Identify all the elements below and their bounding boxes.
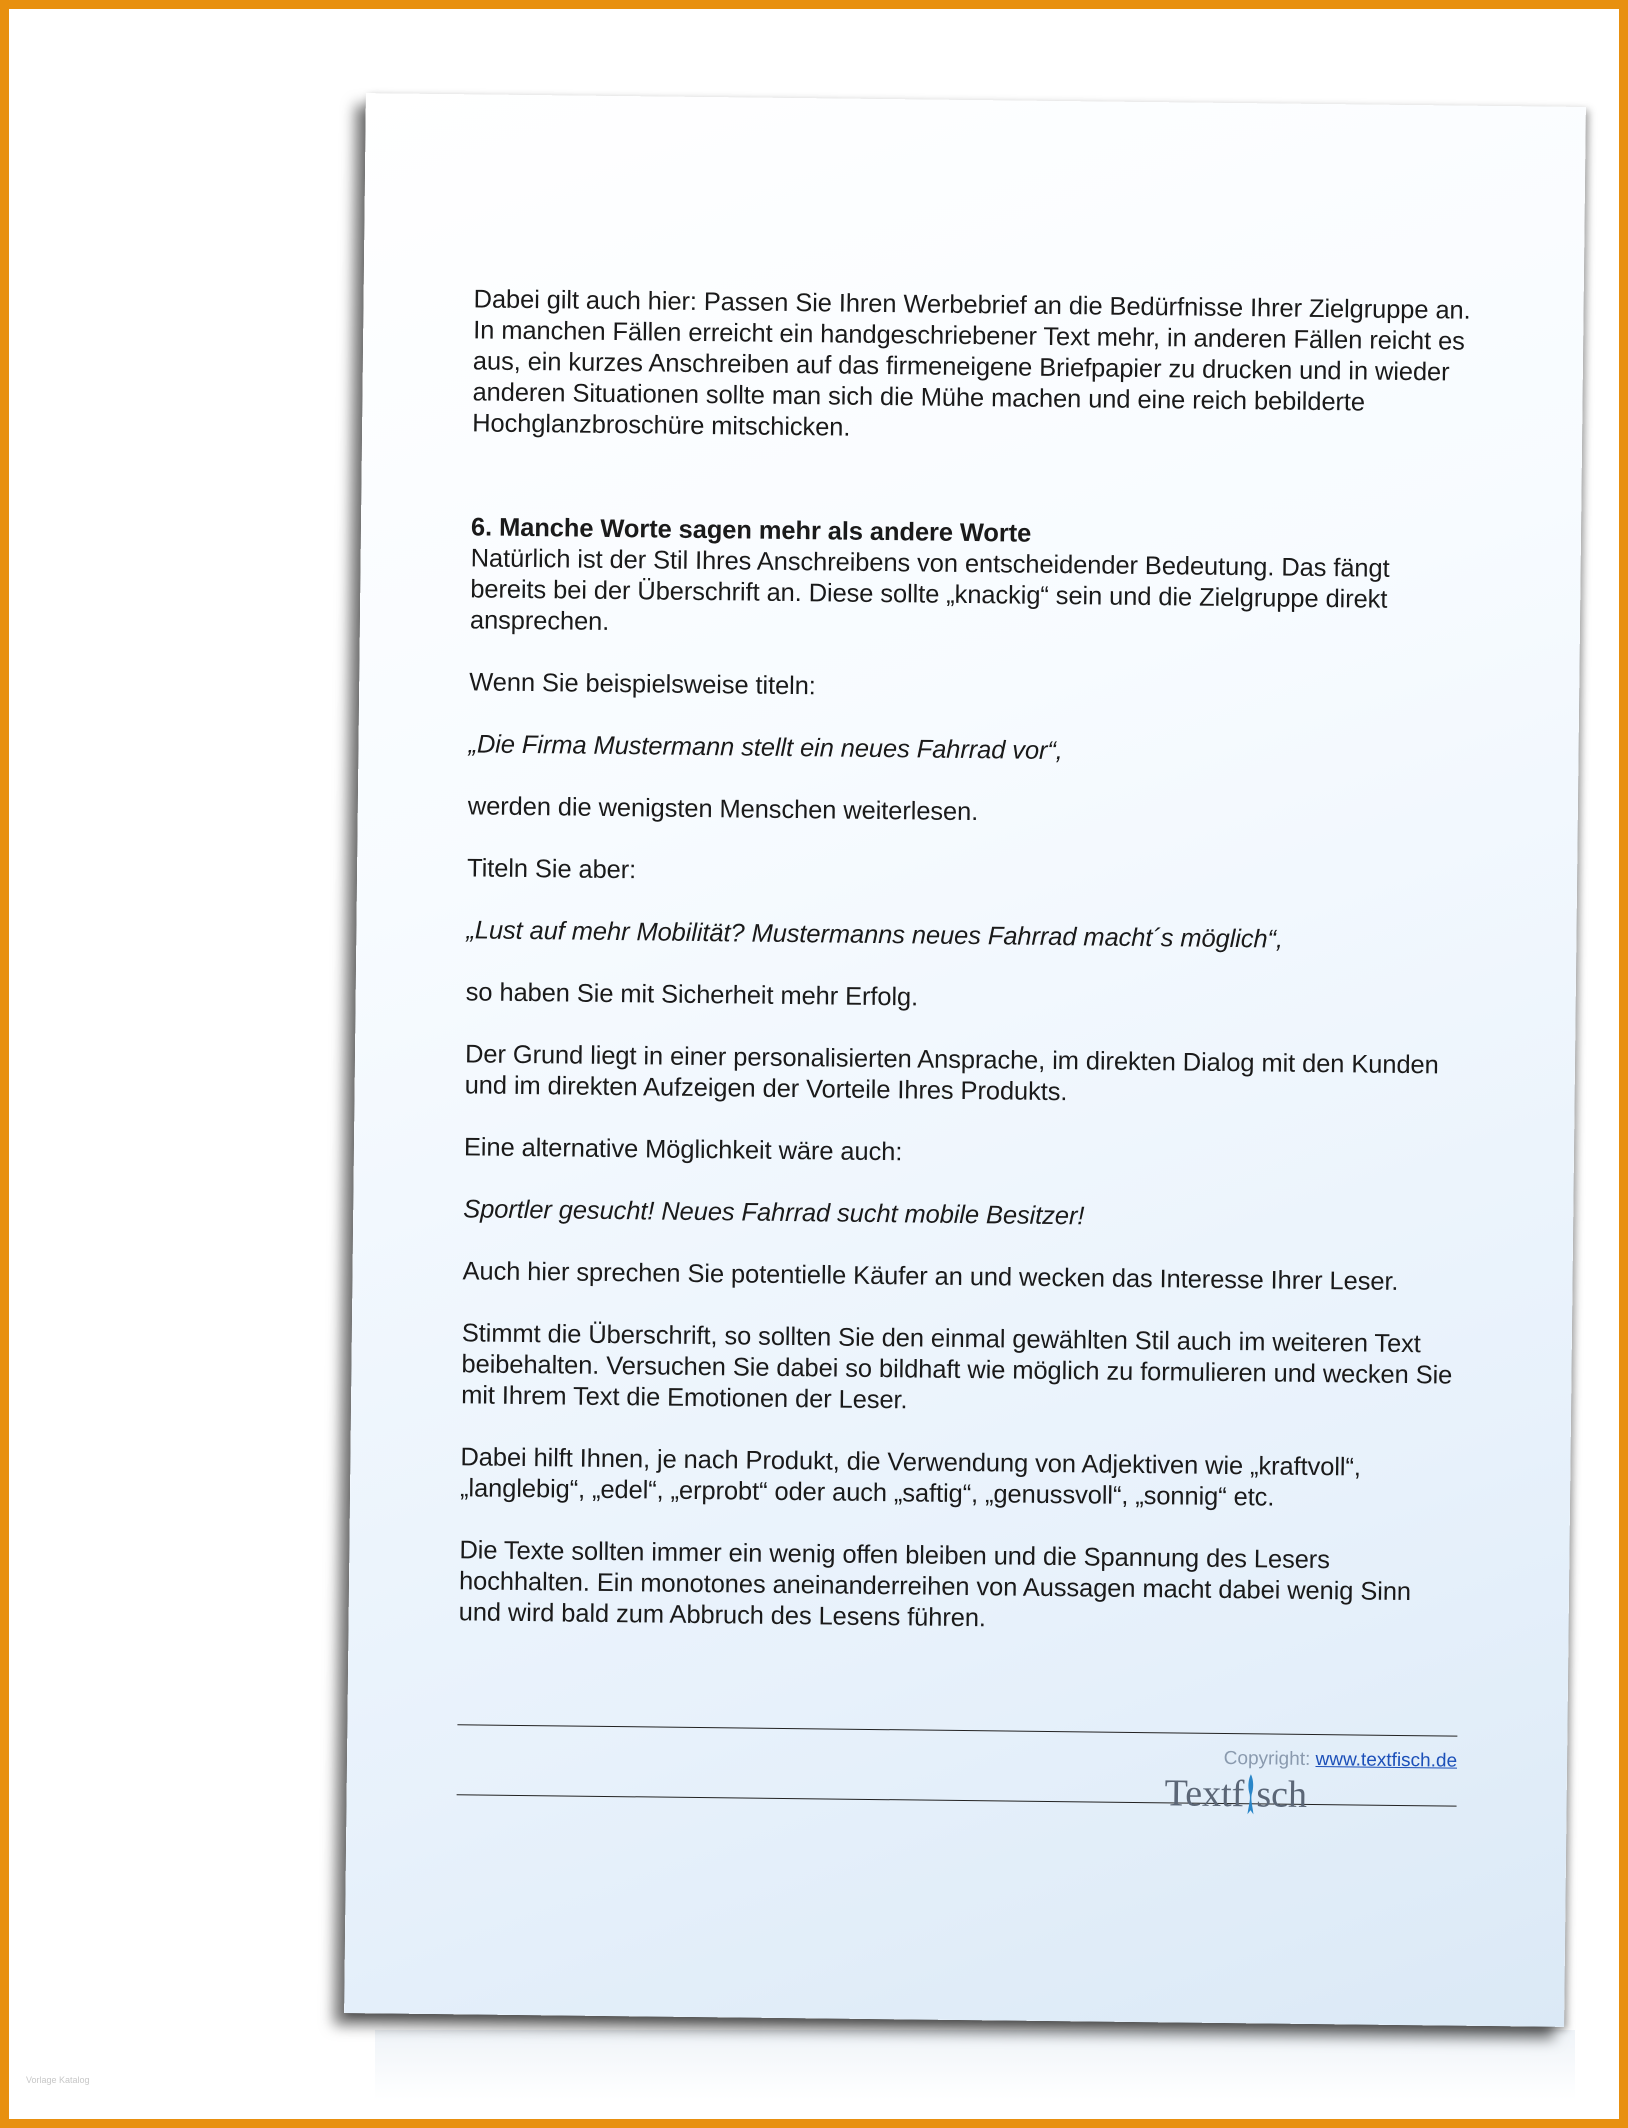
document-page bbox=[344, 93, 1586, 2027]
logo-text-left: Textf bbox=[1164, 1772, 1245, 1816]
paragraph-grund: Der Grund liegt in einer personalisierten Ansprache, im direkten Dialog mit den Kunden und im direkten Aufzeigen der Vorteile Ihres Produkts. bbox=[464, 1040, 1439, 1107]
paragraph-texte: Die Texte sollten immer ein wenig offen bleiben und die Spannung des Lesers hochhalten. Ein monotones aneinanderreihen von Aussagen macht dabei wenig Sinn und wird bald zum Abbruch des Lesens führen. bbox=[458, 1536, 1412, 1633]
paragraph-titeln: Titeln Sie aber: bbox=[466, 854, 637, 885]
watermark-text: Vorlage Katalog bbox=[26, 2075, 90, 2085]
paragraph-section-intro: Natürlich ist der Stil Ihres Anschreibens von entscheidender Bedeutung. Das fängt bereits bei der Überschrift an. Diese sollte „knackig“ sein und die Zielgruppe direkt ansprechen. bbox=[469, 544, 1390, 636]
paragraph-alternative: Eine alternative Möglichkeit wäre auch: bbox=[463, 1133, 903, 1167]
paragraph-intro: Dabei gilt auch hier: Passen Sie Ihren Werbebrief an die Bedürfnisse Ihrer Zielgruppe an. In manchen Fällen erreicht ein handgeschriebener Text mehr, in anderen Fällen reicht es aus, ein kurzes Anschreiben auf das firmeneigene Briefpapier zu drucken und in wieder anderen Situationen sollte man sich die Mühe machen und eine reich bebilderte Hochglanzbroschüre mitschicken. bbox=[472, 285, 1471, 442]
paragraph-wenigsten: werden die wenigsten Menschen weiterlesen. bbox=[467, 792, 979, 827]
fish-icon bbox=[1245, 1772, 1255, 1816]
quote-example-3: Sportler gesucht! Neues Fahrrad sucht mobile Besitzer! bbox=[463, 1195, 1085, 1231]
paragraph-auch: Auch hier sprechen Sie potentielle Käufer an und wecken das Interesse Ihrer Leser. bbox=[462, 1257, 1399, 1296]
textfisch-logo bbox=[1164, 1771, 1456, 1818]
paragraph-wenn: Wenn Sie beispielsweise titeln: bbox=[469, 668, 816, 701]
page-footer bbox=[1136, 1747, 1457, 1819]
page-reflection bbox=[375, 2030, 1575, 2100]
section-heading: 6. Manche Worte sagen mehr als andere Worte bbox=[470, 513, 1032, 548]
document-preview bbox=[355, 100, 1575, 2020]
paragraph-stimmt: Stimmt die Überschrift, so sollten Sie den einmal gewählten Stil auch im weiteren Text beibehalten. Versuchen Sie dabei so bildhaft wie möglich zu formulieren und wecken Sie mit Ihrem Text die Emotionen der Leser. bbox=[461, 1319, 1453, 1415]
copyright-line bbox=[1137, 1747, 1457, 1773]
quote-example-2: „Lust auf mehr Mobilität? Mustermanns neues Fahrrad macht´s möglich“, bbox=[466, 916, 1284, 954]
footer-rule-top bbox=[457, 1724, 1457, 1736]
copyright-link[interactable]: www.textfisch.de bbox=[1315, 1749, 1458, 1772]
document-body bbox=[458, 284, 1474, 1670]
logo-text-right: sch bbox=[1256, 1773, 1308, 1816]
paragraph-erfolg: so haben Sie mit Sicherheit mehr Erfolg. bbox=[465, 978, 919, 1012]
paragraph-adjektive: Dabei hilft Ihnen, je nach Produkt, die Verwendung von Adjektiven wie „kraftvoll“, „langlebig“, „edel“, „erprobt“ oder auch „saftig“, „genussvoll“, „sonnig“ etc. bbox=[459, 1443, 1361, 1512]
quote-example-1: „Die Firma Mustermann stellt ein neues Fahrrad vor“, bbox=[468, 730, 1063, 766]
copyright-label: Copyright: bbox=[1223, 1747, 1316, 1771]
